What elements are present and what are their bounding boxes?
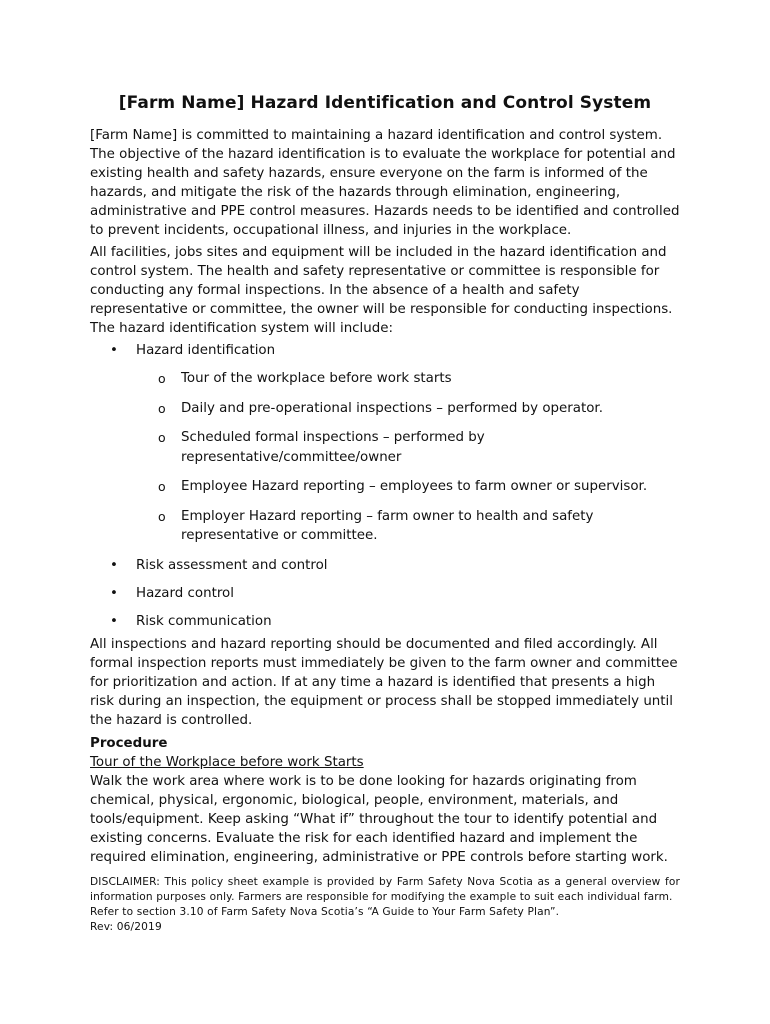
procedure-text: Walk the work area where work is to be done looking for hazards originating from chemical, physical, ergonomic, biological, people, environment, materials, and tools/equipment. Keep asking “What if” throughout the tour to identify potential and existing concerns. Evaluate the risk for each identified hazard and implement the required elimination, engineering, administrative or PPE controls before starting work. xyxy=(90,773,668,865)
bullet-icon: • xyxy=(110,585,118,601)
procedure-subheading: Tour of the Workplace before work Starts xyxy=(90,754,364,770)
list-item-label: Risk assessment and control xyxy=(136,557,328,573)
sub-list-item-label: Employee Hazard reporting – employees to farm owner or supervisor. xyxy=(181,479,648,494)
intro-paragraph-2: All facilities, jobs sites and equipment will be included in the hazard identification and control system. The health and safety representative or committee is responsible for conducting any formal inspections. In the absence of a health and safety representative or committee, the owner will be responsible for conducting inspections. The hazard identification system will include: xyxy=(90,245,673,336)
guide-reference: Refer to section 3.10 of Farm Safety Nova Scotia’s “A Guide to Your Farm Safety Plan”. xyxy=(90,906,560,919)
sub-bullet-icon: o xyxy=(158,430,166,445)
sub-list-item xyxy=(136,477,680,497)
documentation-paragraph: All inspections and hazard reporting should be documented and filed accordingly. All formal inspection reports must immediately be given to the farm owner and committee for prioritization and action. If at any time a hazard is identified that presents a high risk during an inspection, the equipment or process shall be stopped immediately until the hazard is controlled. xyxy=(90,636,678,728)
hazard-system-list xyxy=(90,341,680,631)
list-item-label: Hazard identification xyxy=(136,343,276,358)
revision-date: Rev: 06/2019 xyxy=(90,921,162,934)
list-item xyxy=(90,556,680,575)
list-item xyxy=(90,341,680,546)
sub-list-item-label: Tour of the workplace before work starts xyxy=(181,371,452,386)
sub-list-item-label: Scheduled formal inspections – performed by representative/committee/owner xyxy=(181,430,485,465)
bullet-icon: • xyxy=(110,557,118,573)
list-item xyxy=(90,584,680,603)
list-item-label: Hazard control xyxy=(136,585,234,601)
sub-list-item xyxy=(136,399,680,419)
sub-list-item-label: Employer Hazard reporting – farm owner to health and safety representative or committee. xyxy=(181,508,594,543)
sub-list-item-label: Daily and pre-operational inspections – performed by operator. xyxy=(181,400,603,416)
sub-bullet-icon: o xyxy=(158,479,166,494)
sub-list-item xyxy=(136,507,680,546)
bullet-icon: • xyxy=(110,343,118,358)
sub-bullet-icon: o xyxy=(158,400,166,416)
list-item xyxy=(90,612,680,631)
sub-bullet-icon: o xyxy=(158,508,166,524)
sub-list-item xyxy=(136,428,680,467)
procedure-heading: Procedure xyxy=(90,735,168,751)
hazard-identification-sublist xyxy=(136,369,680,546)
sub-bullet-icon: o xyxy=(158,371,166,386)
list-item-label: Risk communication xyxy=(136,613,272,629)
disclaimer-text: DISCLAIMER: This policy sheet example is provided by Farm Safety Nova Scotia as a general overview for information purposes only. Farmers are responsible for modifying the example to suit each individual farm. xyxy=(90,875,680,903)
intro-paragraph-1: [Farm Name] is committed to maintaining a hazard identification and control system. The objective of the hazard identification is to evaluate the workplace for potential and existing health and safety hazards, ensure everyone on the farm is informed of the hazards, and mitigate the risk of the hazards through elimination, engineering, administrative and PPE control measures. Hazards needs to be identified and controlled to prevent incidents, occupational illness, and injuries in the workplace. xyxy=(90,128,680,238)
document-title: [Farm Name] Hazard Identification and Control System xyxy=(118,93,652,113)
sub-list-item xyxy=(136,369,680,389)
document-page xyxy=(90,92,680,936)
bullet-icon: • xyxy=(110,613,118,629)
